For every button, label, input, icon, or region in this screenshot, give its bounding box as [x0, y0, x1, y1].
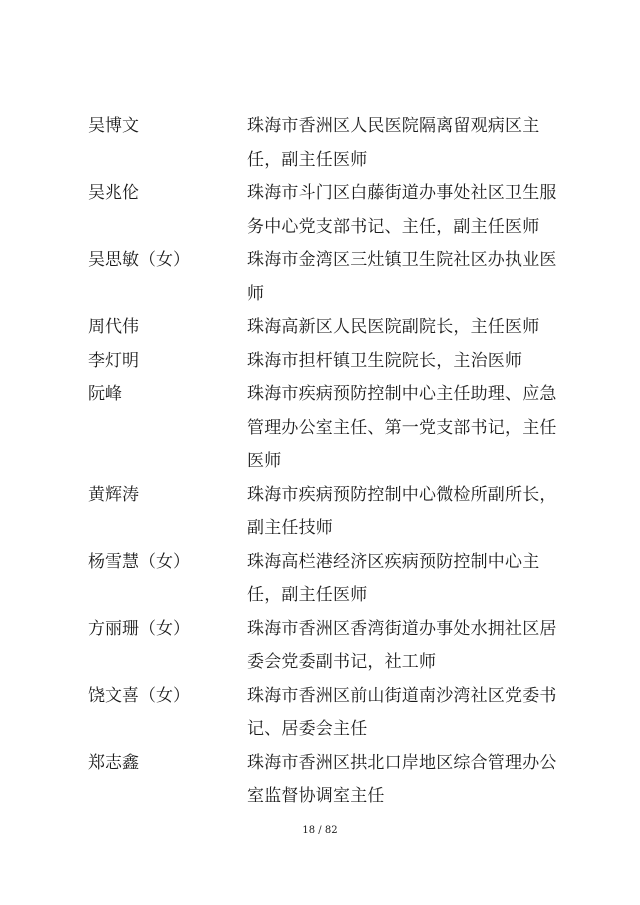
list-item — [88, 613, 568, 680]
person-title: 珠海高栏港经济区疾病预防控制中心主任，副主任医师 — [247, 551, 540, 605]
list-item — [88, 311, 568, 345]
person-name: 吴思敏（女） — [88, 250, 190, 270]
person-name: 饶文喜（女） — [88, 685, 190, 706]
person-title: 珠海市香洲区香湾街道办事处水拥社区居委会党委副书记，社工师 — [247, 618, 557, 672]
person-name: 吴博文 — [88, 116, 139, 136]
person-name: 阮峰 — [88, 384, 122, 404]
person-title: 珠海市斗门区白藤街道办事处社区卫生服务中心党支部书记、主任，副主任医师 — [247, 183, 557, 237]
person-title: 珠海市香洲区拱北口岸地区综合管理办公室监督协调室主任 — [247, 752, 557, 806]
list-item — [88, 378, 568, 479]
list-item — [88, 110, 568, 177]
person-name: 周代伟 — [88, 317, 139, 337]
list-item — [88, 479, 568, 546]
list-item — [88, 680, 568, 747]
person-title: 珠海市香洲区人民医院隔离留观病区主任，副主任医师 — [247, 116, 540, 170]
person-name: 方丽珊（女） — [88, 618, 190, 639]
person-title: 珠海高新区人民医院副院长，主任医师 — [247, 317, 540, 337]
person-title: 珠海市金湾区三灶镇卫生院社区办执业医师 — [247, 250, 557, 304]
person-title: 珠海市香洲区前山街道南沙湾社区党委书记、居委会主任 — [247, 685, 557, 739]
person-name: 杨雪慧（女） — [88, 551, 190, 572]
person-name: 李灯明 — [88, 350, 139, 371]
person-title: 珠海市担杆镇卫生院院长，主治医师 — [247, 350, 523, 371]
list-item — [88, 345, 568, 379]
list-item — [88, 546, 568, 613]
person-title: 珠海市疾病预防控制中心主任助理、应急管理办公室主任、第一党支部书记，主任医师 — [247, 384, 557, 471]
person-name: 黄辉涛 — [88, 484, 139, 505]
personnel-list — [88, 110, 568, 814]
page-number: 18 / 82 — [302, 825, 338, 836]
list-item — [88, 177, 568, 244]
list-item — [88, 747, 568, 814]
list-item — [88, 244, 568, 311]
person-name: 吴兆伦 — [88, 183, 139, 203]
person-name: 郑志鑫 — [88, 752, 139, 773]
person-title: 珠海市疾病预防控制中心微检所副所长，副主任技师 — [247, 484, 557, 538]
